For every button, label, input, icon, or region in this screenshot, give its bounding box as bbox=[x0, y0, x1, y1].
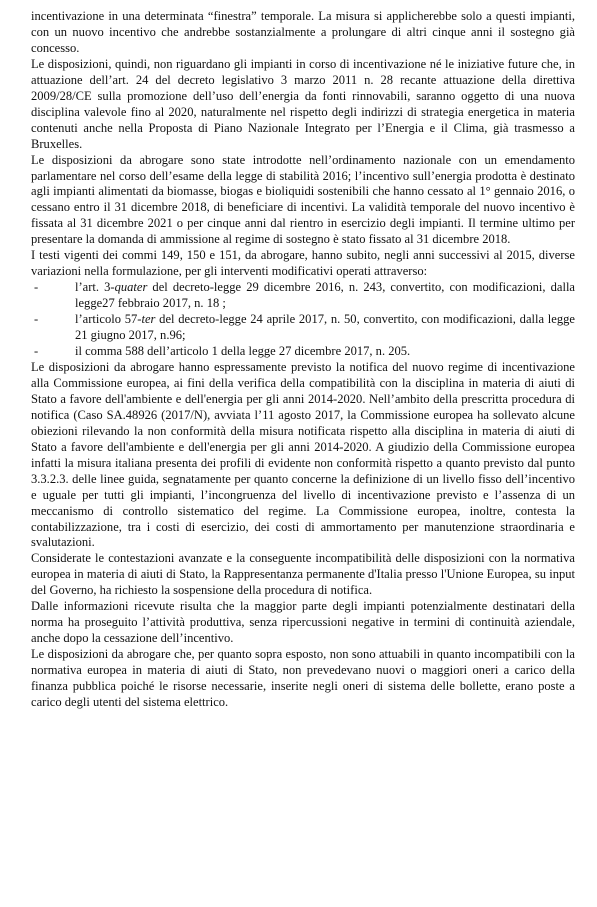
list-item-text bbox=[75, 344, 410, 358]
paragraph-oneri-finanza-pubblica: Le disposizioni da abrogare che, per quanto sopra esposto, non sono attuabili in quanto incompatibili con la normativa europea in materia di aiuti di Stato, non prevedevano nuovi o maggiori oneri a carico della finanza pubblica poiché le risorse necessarie, inserite negli oneri di sistema delle bollette, erano poste a carico degli utenti del sistema elettrico. bbox=[31, 647, 575, 709]
list-item-text-start: il comma 588 dell’articolo 1 della legge 27 dicembre 2017, n. 205. bbox=[75, 344, 411, 359]
amendments-list bbox=[31, 280, 575, 360]
list-dash: - bbox=[34, 280, 39, 295]
list-item-text bbox=[75, 312, 575, 342]
paragraph-finestra-temporale: incentivazione in una determinata “finestra” temporale. La misura si applicherebbe solo a questi impianti, con un nuovo incentivo che andrebbe sostanzialmente a prolungare di altri cinque anni il sostegno già concesso. bbox=[31, 9, 575, 55]
list-item bbox=[31, 344, 575, 360]
list-item-text-end: del decreto-legge 24 aprile 2017, n. 50, convertito, con modificazioni, dalla legge 21 giugno 2017, n.96; bbox=[75, 312, 575, 343]
paragraph-informazioni-ricevute: Dalle informazioni ricevute risulta che la maggior parte degli impianti potenzialmente destinatari della norma ha proseguito l’attività produttiva, senza ripercussioni negative in termini di continuità aziendale, anche dopo la cessazione dell’incentivo. bbox=[31, 599, 575, 646]
list-item-italic: quater bbox=[114, 280, 148, 295]
list-item-text-start: l’articolo 57- bbox=[75, 312, 142, 327]
list-item-text-end: del decreto-legge 29 dicembre 2016, n. 243, convertito, con modificazioni, dalla legge27 febbraio 2017, n. 18 ; bbox=[75, 280, 575, 311]
list-item-text bbox=[75, 280, 575, 310]
paragraph-impianti-in-corso: Le disposizioni, quindi, non riguardano gli impianti in corso di incentivazione né le iniziative future che, in attuazione dell’art. 24 del decreto legislativo 3 marzo 2011 n. 28 recante attuazione della direttiva 2009/28/CE sulla promozione dell’uso dell’energia da fonti rinnovabili, saranno oggetto di una nuova disciplina valevole fino al 2020, naturalmente nel rispetto degli indirizzi di strategia energetica in materia contenuti anche nella Proposta di Piano Nazionale Integrato per l’Energia e il Clima, già trasmesso a Bruxelles. bbox=[31, 56, 575, 151]
paragraph-testi-vigenti: I testi vigenti dei commi 149, 150 e 151, da abrogare, hanno subito, negli anni successivi al 2015, diverse variazioni nella formulazione, per gli interventi modificativi operati attraverso: bbox=[31, 248, 575, 279]
list-item-italic: ter bbox=[141, 312, 156, 327]
paragraph-sospensione-procedura: Considerate le contestazioni avanzate e la conseguente incompatibilità delle disposizioni con la normativa europea in materia di aiuti di Stato, la Rappresentanza permanente d'Italia presso l'Unione Europea, su input del Governo, ha richiesto la sospensione della procedura di notifica. bbox=[31, 551, 575, 598]
paragraph-disposizioni-da-abrogare: Le disposizioni da abrogare sono state introdotte nell’ordinamento nazionale con un emendamento parlamentare nel corso dell’esame della legge di stabilità 2016; l’incentivo sull’energia prodotta è destinato agli impianti alimentati da biomasse, biogas e bioliquidi sostenibili che hanno cessato al 1° gennaio 2016, o cessano entro il 31 dicembre 2018, di beneficiare di incentivi. La validità temporale del nuovo incentivo è fissata al 31 dicembre 2021 o per cinque anni dal rientro in esercizio degli impianti. Il termine ultimo per presentare la domanda di ammissione al regime di sostegno è stato fissato al 31 dicembre 2018. bbox=[31, 152, 575, 247]
list-dash: - bbox=[34, 344, 39, 359]
list-dash: - bbox=[34, 312, 39, 327]
paragraph-notifica-commissione: Le disposizioni da abrogare hanno espressamente previsto la notifica del nuovo regime di incentivazione alla Commissione europea, ai fini della verifica della compatibilità con la disciplina in materia di aiuti di Stato a favore dell'ambiente e dell'energia per gli anni 2014-2020. Nell’ambito della prescritta procedura di notifica (Caso SA.48926 (2017/N), avviata l’11 agosto 2017, la Commissione europea ha sollevato alcune obiezioni rilevando la non conformità della misura notificata rispetto alla disciplina in materia di aiuti di Stato a favore dell'ambiente e dell'energia per gli anni 2014-2020. A giudizio della Commissione europea infatti la misura italiana presenta dei profili di evidente non conformità rispetto a quanto previsto dal punto 3.3.2.3. delle linee guida, segnatamente per quanto concerne la definizione di un livello fisso dell’incentivo e uguale per tutti gli impianti, l’incongruenza del livello di incentivazione previsto e l’assenza di un meccanismo di controllo sistematico del regime. La Commissione europea, inoltre, contesta la contabilizzazione, tra i costi di esercizio, dei costi di ammortamento per manutenzione straordinaria e svalutazioni. bbox=[31, 359, 575, 550]
list-item bbox=[31, 312, 575, 344]
list-item-text-start: l’art. 3- bbox=[75, 280, 115, 295]
list-item bbox=[31, 280, 575, 312]
